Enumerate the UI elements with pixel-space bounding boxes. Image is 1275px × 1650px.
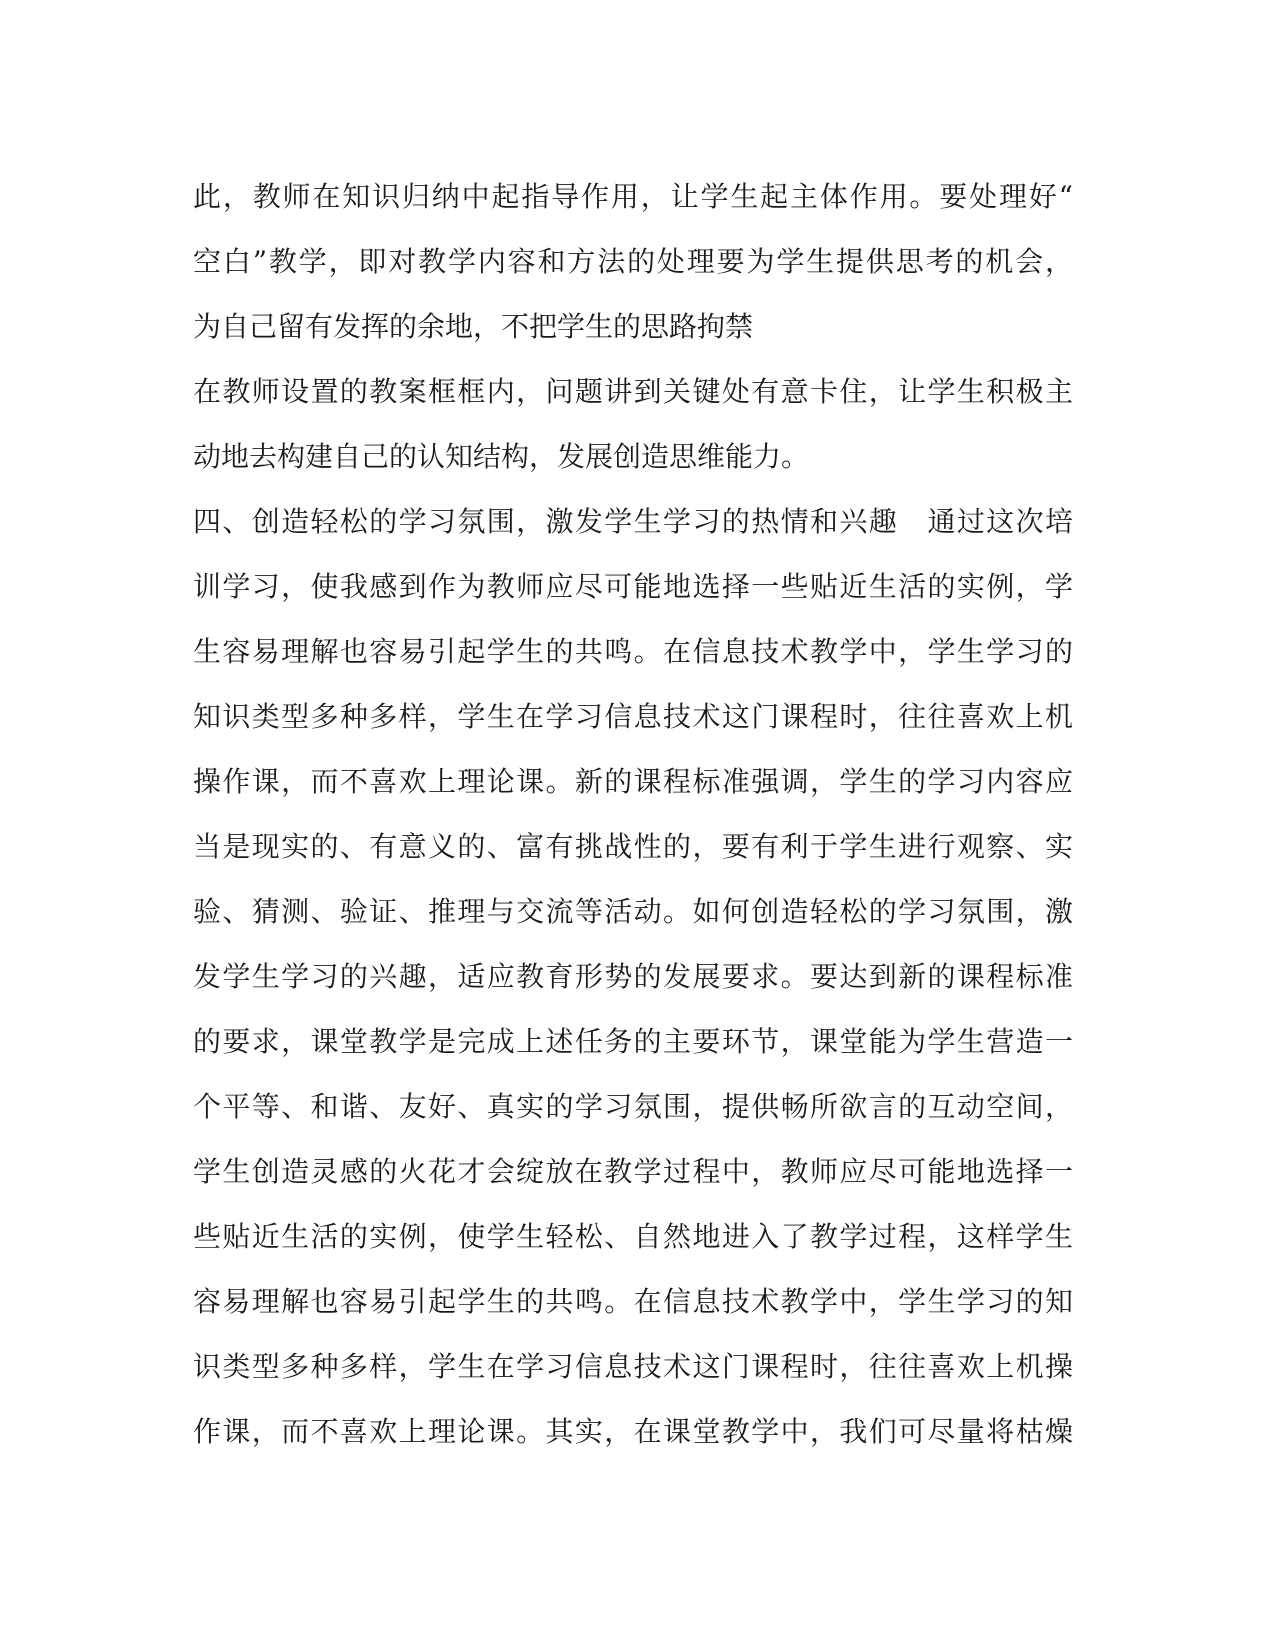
text-line: 动地去构建自己的认知结构，发展创造思维能力。 [193, 440, 810, 473]
text-line: 空白”教学，即对教学内容和方法的处理要为学生提供思考的机会， [193, 245, 1073, 278]
text-line: 容易理解也容易引起学生的共鸣。在信息技术教学中，学生学习的知 [193, 1285, 1073, 1318]
text-line: 些贴近生活的实例，使学生轻松、自然地进入了教学过程，这样学生 [193, 1220, 1073, 1253]
text-line: 生容易理解也容易引起学生的共鸣。在信息技术教学中，学生学习的 [193, 635, 1073, 668]
text-line: 当是现实的、有意义的、富有挑战性的，要有利于学生进行观察、实 [193, 830, 1073, 863]
text-line: 个平等、和谐、友好、真实的学习氛围，提供畅所欲言的互动空间， [193, 1090, 1073, 1123]
text-line: 识类型多种多样，学生在学习信息技术这门课程时，往往喜欢上机操 [193, 1350, 1073, 1383]
text-line: 训学习，使我感到作为教师应尽可能地选择一些贴近生活的实例，学 [193, 570, 1073, 603]
text-line: 在教师设置的教案框框内，问题讲到关键处有意卡住，让学生积极主 [193, 375, 1073, 408]
text-line: 此，教师在知识归纳中起指导作用，让学生起主体作用。要处理好“ [193, 180, 1073, 213]
text-line: 发学生学习的兴趣，适应教育形势的发展要求。要达到新的课程标准 [193, 960, 1073, 993]
text-line: 验、猜测、验证、推理与交流等活动。如何创造轻松的学习氛围，激 [193, 895, 1073, 928]
text-line: 作课，而不喜欢上理论课。其实，在课堂教学中，我们可尽量将枯燥 [193, 1415, 1073, 1448]
text-line: 操作课，而不喜欢上理论课。新的课程标准强调，学生的学习内容应 [193, 765, 1073, 798]
text-line: 四、创造轻松的学习氛围，激发学生学习的热情和兴趣 通过这次培 [193, 505, 1073, 538]
body-text [193, 164, 1073, 1464]
text-line: 知识类型多种多样，学生在学习信息技术这门课程时，往往喜欢上机 [193, 700, 1073, 733]
text-line: 学生创造灵感的火花才会绽放在教学过程中，教师应尽可能地选择一 [193, 1155, 1073, 1188]
text-line: 为自己留有发挥的余地，不把学生的思路拘禁 [193, 310, 754, 343]
text-line: 的要求，课堂教学是完成上述任务的主要环节，课堂能为学生营造一 [193, 1025, 1073, 1058]
